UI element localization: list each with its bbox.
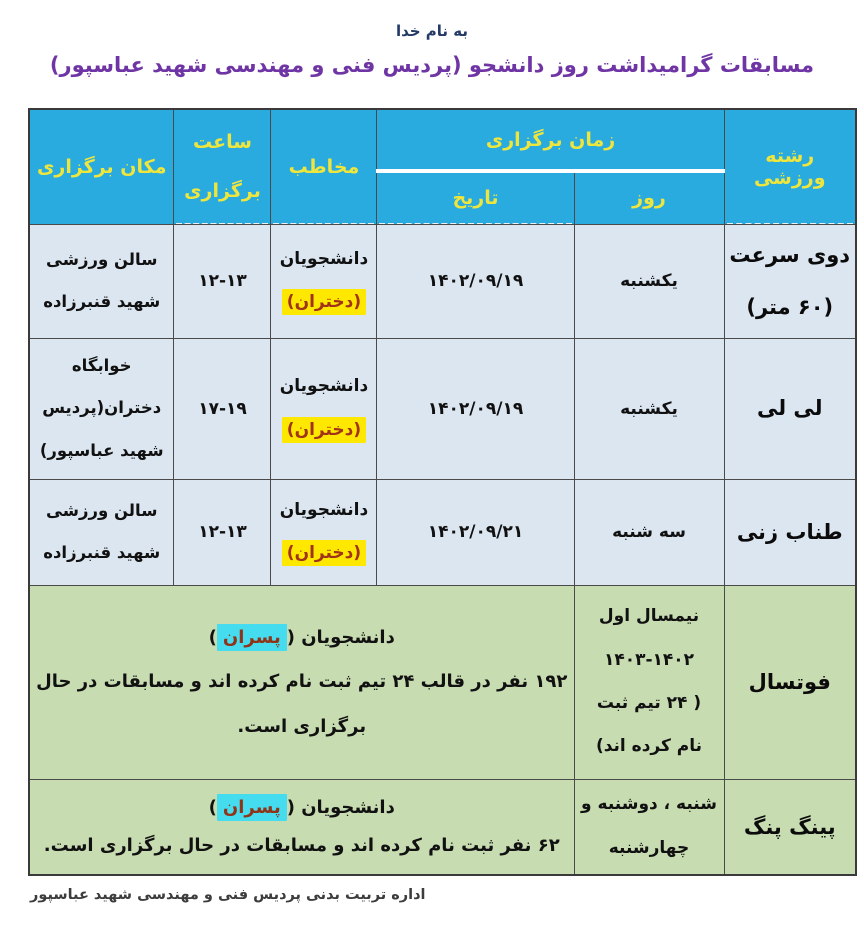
table-row-pingpong <box>29 779 856 875</box>
cell-date-sprint <box>377 224 574 338</box>
cell-day-pingpong <box>574 779 724 875</box>
hour-value: ۱۲-۱۳ <box>198 522 247 542</box>
location-line: شهید قنبرزاده <box>43 292 161 311</box>
boys-highlight: پسران <box>217 624 287 651</box>
cell-audience-hopscotch <box>271 338 377 479</box>
day-line: ( ۲۴ تیم ثبت <box>596 693 702 713</box>
date-value: ۱۴۰۲/۰۹/۱۹ <box>427 271 524 291</box>
header-audience: مخاطب <box>271 109 377 224</box>
note-line: ۶۲ نفر ثبت نام کرده اند و مسابقات در حال برگزاری است. <box>43 835 560 857</box>
cell-sport-sprint <box>724 224 856 338</box>
audience-highlight-line <box>275 409 372 452</box>
sport-line: پینگ پنگ <box>743 814 836 839</box>
header-date: تاریخ <box>377 171 574 224</box>
cell-day-futsal <box>574 585 724 779</box>
cell-day-sprint: یکشنبه <box>574 224 724 338</box>
audience-highlight-line <box>275 532 372 575</box>
header-day: روز <box>574 171 724 224</box>
note-audience-line <box>34 625 570 650</box>
note-audience-line <box>34 795 570 820</box>
header-time-group: زمان برگزاری <box>377 109 724 171</box>
sport-line: (۶۰ متر) <box>746 295 834 319</box>
hour-value: ۱۷-۱۹ <box>198 398 247 419</box>
header-hour-line2: برگزاری <box>184 179 261 202</box>
competition-schedule-table <box>28 108 857 876</box>
location-line: دختران(پردیس <box>42 398 162 418</box>
cell-audience-sprint <box>271 224 377 338</box>
location-line: خوابگاه <box>71 356 132 376</box>
cell-sport-pingpong <box>724 779 856 875</box>
sport-line: طناب زنی <box>736 519 843 544</box>
hour-value: ۱۲-۱۳ <box>198 271 247 291</box>
date-value: ۱۴۰۲/۰۹/۲۱ <box>427 522 524 542</box>
date-value: ۱۴۰۲/۰۹/۱۹ <box>427 398 524 419</box>
table-row-sprint <box>29 224 856 338</box>
cell-day-rope: سه شنبه <box>574 479 724 585</box>
table-row-rope <box>29 479 856 585</box>
cell-location-sprint <box>29 224 174 338</box>
sport-line: فوتسال <box>748 669 831 694</box>
day-line: نیمسال اول <box>598 606 700 627</box>
cell-date-rope <box>377 479 574 585</box>
boys-highlight: پسران <box>217 794 287 821</box>
note-line: ۱۹۲ نفر در قالب ۲۴ تیم ثبت نام کرده اند و مسابقات در حال <box>36 671 568 693</box>
cell-sport-hopscotch <box>724 338 856 479</box>
sport-line: لی لی <box>756 396 823 421</box>
day-line: نام کرده اند) <box>595 736 703 757</box>
table-body <box>29 224 856 875</box>
note-pre: دانشجویان ( <box>286 797 395 819</box>
cell-day-hopscotch: یکشنبه <box>574 338 724 479</box>
day-line: چهارشنبه <box>608 837 690 858</box>
header-hour-line1: ساعت <box>193 131 252 154</box>
header-row-1 <box>29 109 856 171</box>
sport-line: دوی سرعت <box>729 242 851 267</box>
cell-location-rope <box>29 479 174 585</box>
page-title: مسابقات گرامیداشت روز دانشجو (پردیس فنی و مهندسی شهید عباسپور) <box>49 53 815 77</box>
cell-date-hopscotch <box>377 338 574 479</box>
cell-location-hopscotch <box>29 338 174 479</box>
audience-highlight-line <box>275 281 372 324</box>
location-line: سالن ورزشی <box>46 249 158 269</box>
header-location: مکان برگزاری <box>29 109 174 224</box>
table-row-hopscotch <box>29 338 856 479</box>
cell-note-pingpong <box>29 779 574 875</box>
table-row-futsal <box>29 585 856 779</box>
audience-line: دانشجویان <box>279 499 369 520</box>
day-line: شنبه ، دوشنبه و <box>581 794 717 815</box>
audience-line: دانشجویان <box>279 376 369 397</box>
note-line: برگزاری است. <box>237 715 367 737</box>
header-hour <box>174 109 271 224</box>
year-range: ۱۴۰۳-۱۴۰۲ <box>603 649 695 670</box>
note-pre: دانشجویان ( <box>286 627 395 649</box>
cell-audience-rope <box>271 479 377 585</box>
location-line: شهید قنبرزاده <box>43 543 161 562</box>
cell-sport-rope <box>724 479 856 585</box>
footer-department-text: اداره تربیت بدنی پردیس فنی و مهندسی شهید عباسپور <box>30 887 426 903</box>
location-line: شهید عباسپور) <box>39 440 164 460</box>
cell-hour-hopscotch <box>174 338 271 479</box>
header-sport: رشته ورزشی <box>724 109 856 224</box>
note-post: ) <box>208 627 217 649</box>
audience-line: دانشجویان <box>279 248 369 269</box>
location-line: سالن ورزشی <box>46 500 158 520</box>
cell-hour-rope <box>174 479 271 585</box>
cell-hour-sprint <box>174 224 271 338</box>
girls-highlight: (دختران) <box>282 540 366 566</box>
note-post: ) <box>208 797 217 819</box>
girls-highlight: (دختران) <box>282 289 366 315</box>
cell-note-futsal <box>29 585 574 779</box>
bismillah-text: به نام خدا <box>395 22 469 40</box>
girls-highlight: (دختران) <box>282 417 366 443</box>
cell-sport-futsal <box>724 585 856 779</box>
table-header <box>29 109 856 224</box>
day-line <box>579 639 720 682</box>
